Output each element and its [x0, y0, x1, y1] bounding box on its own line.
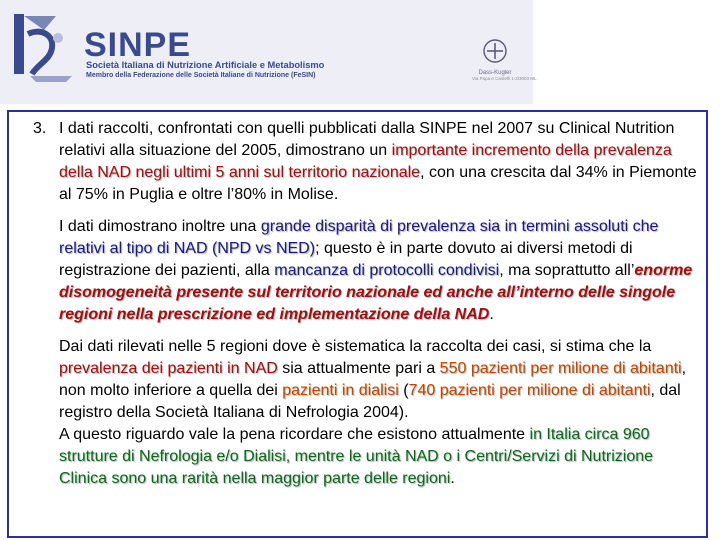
highlight-phrase: enorme disomogeneità presente sul territorio nazionale ed anche all’interno delle singole regioni nella prescrizione ed implementazione della NAD [59, 262, 693, 323]
highlight-phrase: mancanza di protocolli condivisi [274, 262, 500, 279]
brand-member-line: Membro della Federazione delle Società Italiane di Nutrizione (FeSIN) [86, 72, 316, 79]
highlight-phrase: importante incremento della prevalenza della NAD negli ultimi 5 anni sul territorio nazionale [59, 142, 672, 181]
paragraph-1 [59, 118, 699, 206]
text-run: , non molto inferiore a quella dei [59, 360, 687, 399]
paragraph-3 [59, 336, 699, 490]
brand-name: SINPE [84, 26, 192, 64]
text-run: ( [398, 382, 409, 399]
text-body [59, 118, 699, 490]
header-banner [0, 0, 537, 104]
content-frame [7, 110, 708, 538]
text-run: . [450, 470, 455, 487]
highlight-phrase: prevalenza dei pazienti in NAD [59, 360, 278, 377]
text-run: I dati dimostrano inoltre una [59, 218, 261, 235]
text-run: , dal registro della Società Italiana di Nefrologia 2004). [59, 382, 681, 421]
text-run: ; questo è in parte dovuto ai diversi metodi di registrazione dei pazienti, alla [59, 240, 633, 279]
brand-subtitle: Società Italiana di Nutrizione Artificiale e Metabolismo [86, 60, 325, 70]
partner-cross-logo-icon [482, 38, 508, 64]
highlight-phrase: pazienti in dialisi [282, 382, 399, 399]
partner-logo [472, 38, 537, 90]
highlight-phrase: grande disparità di prevalenza sia in termini assoluti che relativi al tipo di NAD (NPD vs NED) [59, 218, 659, 257]
highlight-phrase: in Italia circa 960 strutture di Nefrologia e/o Dialisi, mentre le unità NAD o i Centri/Servizi di Nutrizione Clinica sono una rarità nella maggior parte delle regioni [59, 426, 654, 487]
sinpe-logo-icon [10, 10, 80, 90]
item-number: 3. [33, 120, 47, 137]
text-run: , con una crescita dal 34% in Piemonte al 75% in Puglia e oltre l’80% in Molise. [59, 164, 697, 203]
paragraph-2 [59, 216, 699, 326]
highlight-phrase: 740 pazienti per milione di abitanti [408, 382, 651, 399]
highlight-phrase: 550 pazienti per milione di abitanti [439, 360, 682, 377]
text-run: I dati raccolti, confrontati con quelli pubblicati dalla SINPE nel 2007 su Clinical Nutrition relativi alla situazione del 2005, dimostrano un [59, 120, 675, 159]
text-run: , ma soprattutto all’ [499, 262, 635, 279]
text-run: sia attualmente pari a [277, 360, 440, 377]
text-run: A questo riguardo vale la pena ricordare che esistono attualmente [59, 426, 530, 443]
partner-subtitle: Via Papa e Castelli 1-2/3003 ML [472, 76, 537, 81]
text-run: . [489, 306, 494, 323]
partner-name: Dass-Kugler [478, 70, 512, 76]
text-run: Dai dati rilevati nelle 5 regioni dove è sistematica la raccolta dei casi, si stima che la [59, 338, 652, 355]
